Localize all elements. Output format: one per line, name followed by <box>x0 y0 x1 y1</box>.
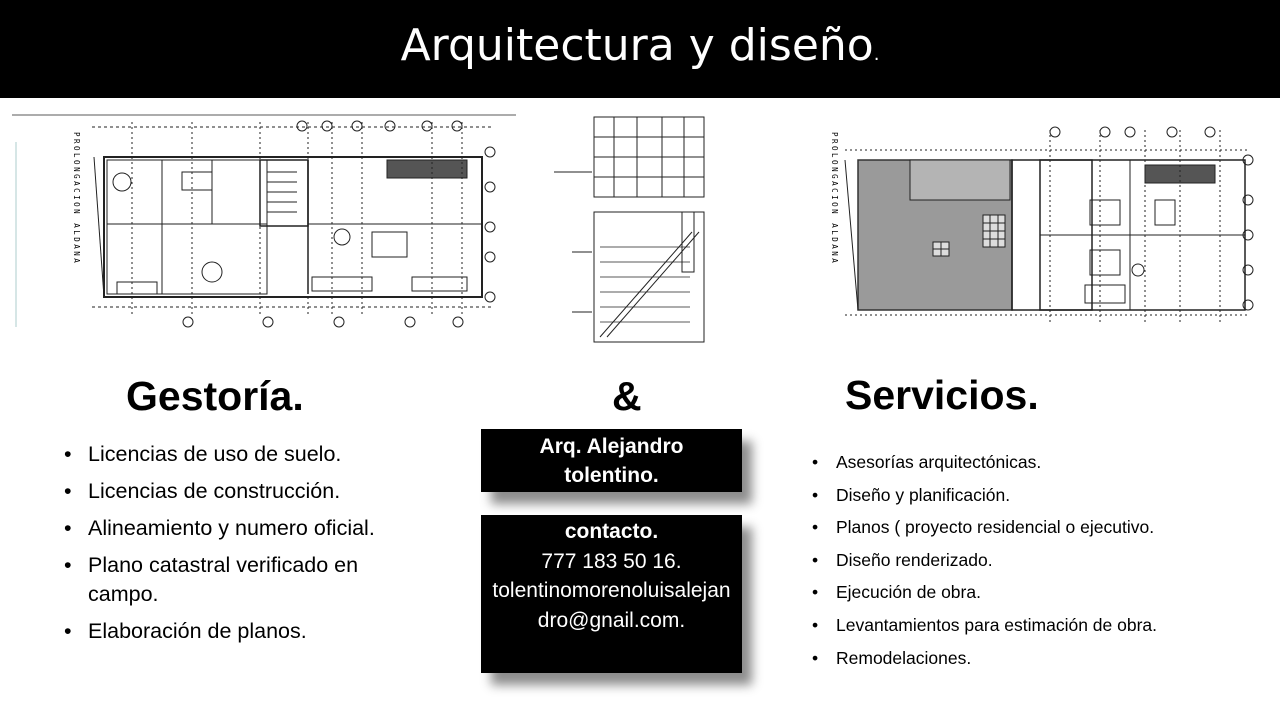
gestoria-list <box>60 440 460 654</box>
architect-name-line-2: tolentino. <box>564 464 659 487</box>
title-bar <box>0 0 1280 98</box>
phone-number: 777 183 50 16. <box>541 549 682 573</box>
list-item: • Remodelaciones. <box>808 646 1268 670</box>
page-title <box>0 20 1280 71</box>
street-label-right: PROLONGACION ALDANA <box>830 132 839 266</box>
page-title-dot: . <box>873 44 880 65</box>
street-label-left: PROLONGACION ALDANA <box>72 132 81 266</box>
page-title-text: Arquitectura y diseño <box>400 20 874 71</box>
floor-plan-ground-image <box>12 112 518 340</box>
list-item: • Diseño y planificación. <box>808 483 1268 507</box>
list-item: • Elaboración de planos. <box>60 617 460 646</box>
list-item: • Diseño renderizado. <box>808 548 1268 572</box>
contact-label: contacto. <box>564 520 659 543</box>
contact-box <box>481 515 742 673</box>
list-item: • Asesorías arquitectónicas. <box>808 450 1268 474</box>
list-item: • Licencias de construcción. <box>60 477 460 506</box>
servicios-list <box>808 450 1268 678</box>
list-item: • Ejecución de obra. <box>808 580 1268 604</box>
list-item: • Alineamiento y numero oficial. <box>60 514 460 543</box>
list-item: • Levantamientos para estimación de obra. <box>808 613 1268 637</box>
list-item: • Planos ( proyecto residencial o ejecutivo. <box>808 515 1268 539</box>
list-item: • Licencias de uso de suelo. <box>60 440 460 469</box>
floor-plan-upper-image <box>800 120 1260 340</box>
architect-name-line-1: Arq. Alejandro <box>539 435 684 458</box>
stair-detail-image <box>552 112 712 352</box>
email-address: tolentinomorenoluisalejandro@gnail.com. <box>492 579 731 632</box>
list-item: • Plano catastral verificado en campo. <box>60 551 418 609</box>
architect-name-box <box>481 429 742 492</box>
gestoria-heading: Gestoría. <box>126 373 304 419</box>
ampersand: & <box>612 373 642 419</box>
servicios-heading: Servicios. <box>845 372 1039 418</box>
